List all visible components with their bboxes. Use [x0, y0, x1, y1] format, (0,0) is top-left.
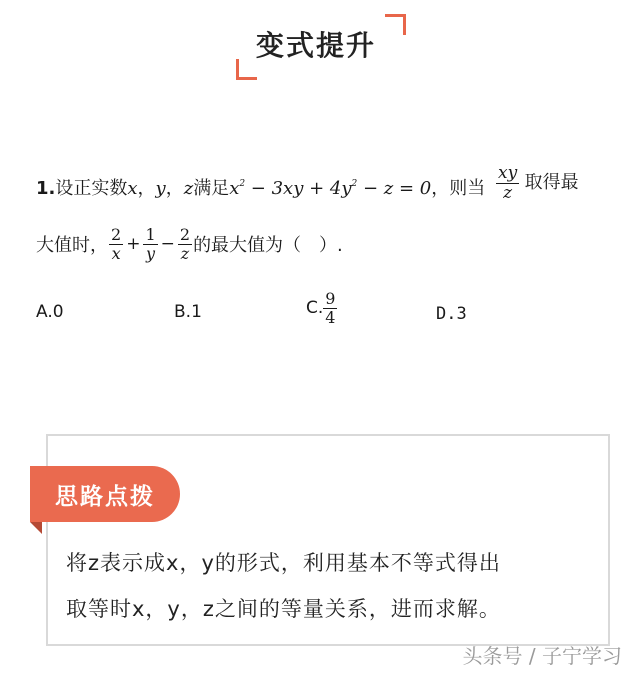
numerator: 1 [145, 225, 156, 244]
hint-text-line-2: 取等时x，y，z之间的等量关系，进而求解。 [66, 597, 501, 621]
numerator: 2 [111, 225, 122, 244]
line2-suffix: 的最大值为（ ）. [193, 235, 343, 257]
equation-part: − 3xy + 4y [245, 178, 352, 199]
question-line-1 [36, 174, 485, 200]
option-b[interactable]: B.1 [174, 302, 202, 322]
separator: ， [137, 178, 156, 199]
minus-sign: − [160, 234, 175, 255]
denominator: z [503, 182, 513, 203]
equation [229, 178, 431, 199]
ratio-fraction [496, 164, 579, 202]
then-label: ，则当 [431, 178, 486, 199]
equation-part: x [229, 178, 240, 199]
option-d[interactable]: D.3 [436, 304, 467, 324]
var-x: x [127, 178, 138, 199]
option-a[interactable]: A.0 [36, 302, 64, 322]
fraction [496, 164, 519, 202]
equation-part: − z = 0 [357, 178, 432, 199]
corner-bracket-bottom-left [236, 59, 257, 80]
var-z: z [183, 178, 194, 199]
separator: ， [165, 178, 184, 199]
question-prefix: 设正实数 [55, 178, 128, 199]
numerator: 2 [179, 225, 191, 244]
corner-bracket-top-right [385, 14, 406, 35]
option-c-label: C. [306, 298, 324, 319]
fraction-1-over-y [143, 226, 157, 262]
numerator: xy [498, 163, 518, 183]
option-c[interactable] [306, 290, 337, 326]
line2-prefix: 大值时， [36, 235, 108, 257]
var-y: y [155, 178, 166, 199]
watermark: 头条号 / 子宁学习 [462, 644, 622, 668]
denominator: x [111, 243, 121, 263]
section-title-frame [236, 14, 406, 80]
exponent: 2 [351, 179, 358, 189]
hint-tag: 思路点拨 [30, 466, 180, 522]
question-line-2 [36, 226, 343, 262]
question-number: 1. [36, 178, 56, 199]
denominator: 4 [325, 307, 336, 327]
exponent: 2 [239, 179, 246, 189]
denominator: z [180, 243, 190, 263]
fraction-2-over-x [109, 226, 123, 262]
section-title: 变式提升 [256, 29, 377, 62]
fraction-2-over-z [178, 226, 192, 262]
numerator: 9 [325, 289, 336, 308]
hint-text-line-1: 将z表示成x，y的形式，利用基本不等式得出 [66, 551, 501, 575]
denominator: y [146, 243, 156, 263]
max-label: 取得最 [524, 172, 579, 194]
option-c-fraction [323, 290, 337, 326]
plus-sign: + [126, 234, 141, 255]
condition-label: 满足 [193, 178, 230, 199]
hint-tag-fold [30, 522, 42, 534]
